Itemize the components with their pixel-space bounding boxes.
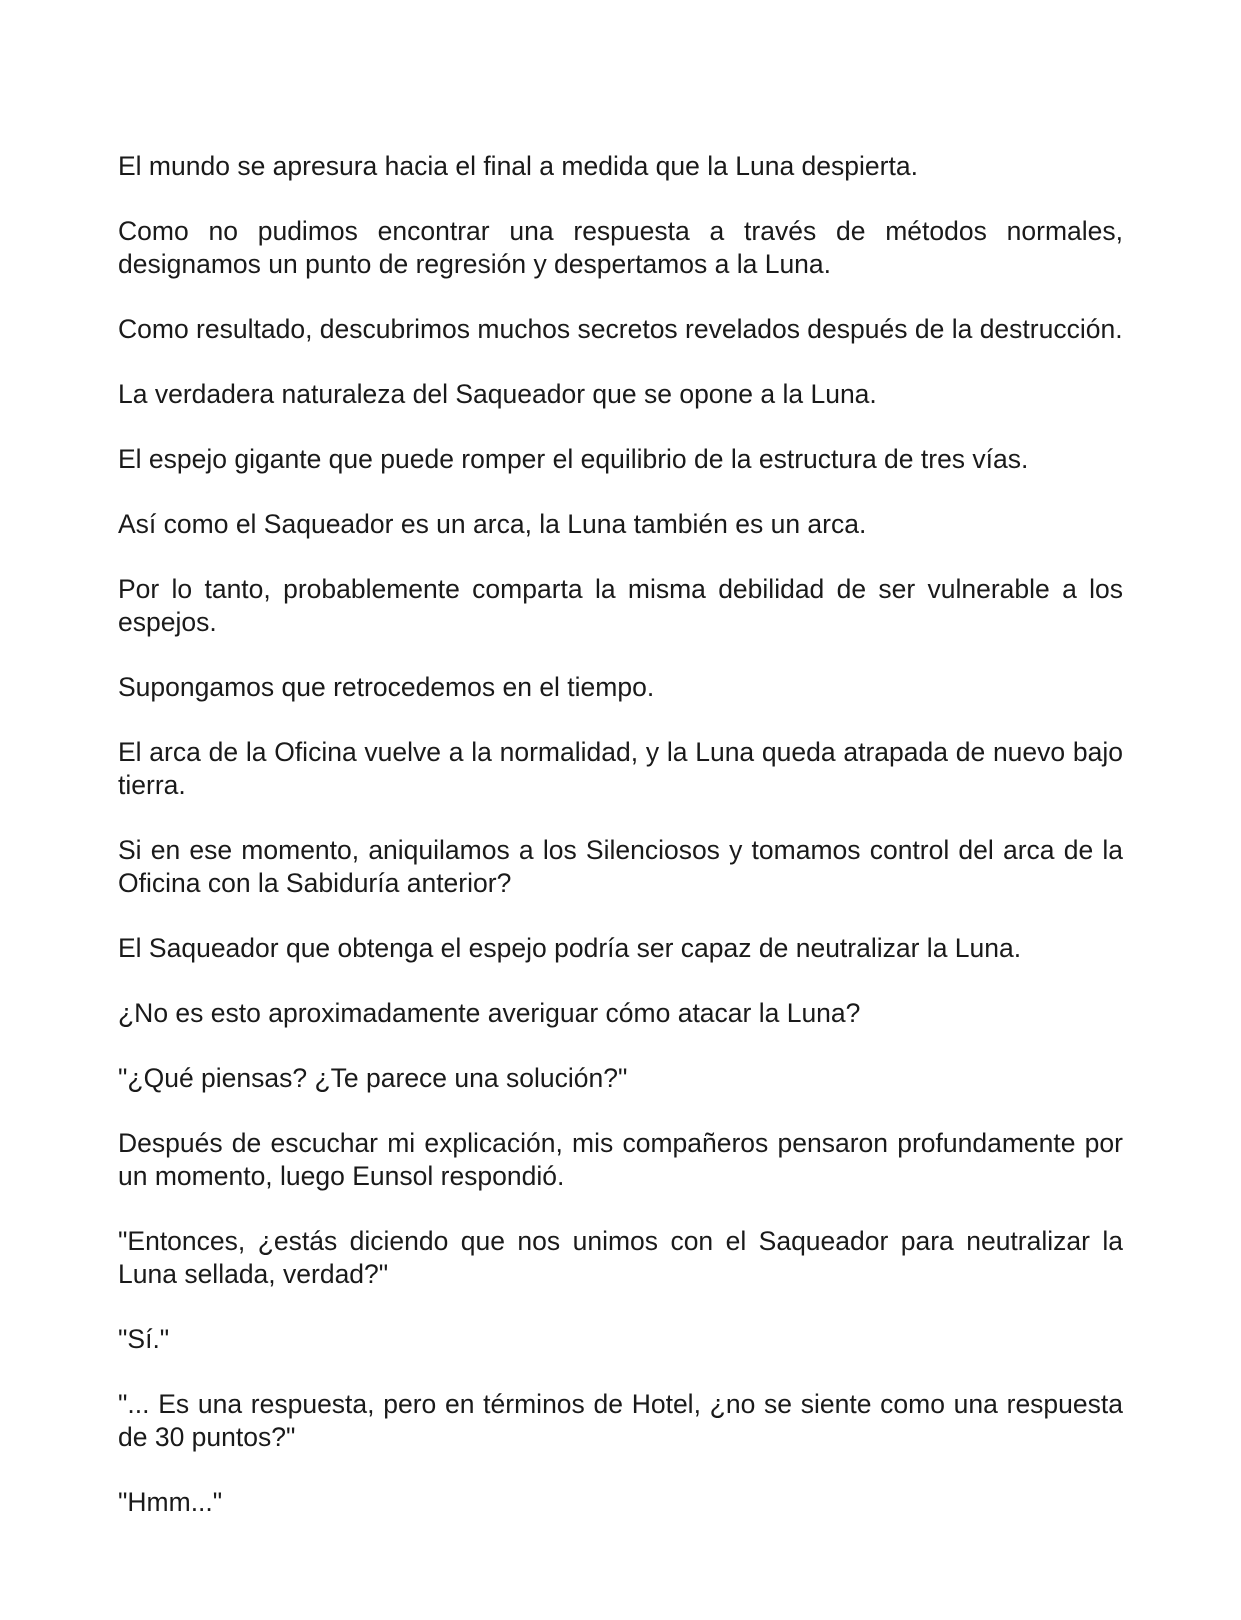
paragraph: "¿Qué piensas? ¿Te parece una solución?" xyxy=(118,1063,628,1093)
paragraph: El espejo gigante que puede romper el equilibrio de la estructura de tres vías. xyxy=(118,444,1029,474)
paragraph: Después de escuchar mi explicación, mis compañeros pensaron profundamente por un momento, luego Eunsol respondió. xyxy=(118,1128,1123,1191)
paragraph: Supongamos que retrocedemos en el tiempo. xyxy=(118,672,655,702)
paragraph: "Entonces, ¿estás diciendo que nos unimos con el Saqueador para neutralizar la Luna sellada, verdad?" xyxy=(118,1226,1123,1289)
paragraph: Si en ese momento, aniquilamos a los Silenciosos y tomamos control del arca de la Oficina con la Sabiduría anterior? xyxy=(118,835,1123,898)
paragraph: Como no pudimos encontrar una respuesta a través de métodos normales, designamos un punto de regresión y despertamos a la Luna. xyxy=(118,216,1123,279)
paragraph: El arca de la Oficina vuelve a la normalidad, y la Luna queda atrapada de nuevo bajo tierra. xyxy=(118,737,1123,800)
paragraph: "... Es una respuesta, pero en términos de Hotel, ¿no se siente como una respuesta de 30 puntos?" xyxy=(118,1389,1123,1452)
paragraph: ¿No es esto aproximadamente averiguar cómo atacar la Luna? xyxy=(118,998,861,1028)
paragraph: Como resultado, descubrimos muchos secretos revelados después de la destrucción. xyxy=(118,314,1123,344)
paragraph: "Sí." xyxy=(118,1324,170,1354)
paragraph: Así como el Saqueador es un arca, la Luna también es un arca. xyxy=(118,509,867,539)
paragraph: Por lo tanto, probablemente comparta la misma debilidad de ser vulnerable a los espejos. xyxy=(118,574,1123,637)
paragraph: El mundo se apresura hacia el final a medida que la Luna despierta. xyxy=(118,151,918,181)
document-body xyxy=(118,150,1123,1551)
paragraph: El Saqueador que obtenga el espejo podría ser capaz de neutralizar la Luna. xyxy=(118,933,1022,963)
paragraph: La verdadera naturaleza del Saqueador que se opone a la Luna. xyxy=(118,379,877,409)
paragraph: "Hmm..." xyxy=(118,1487,223,1517)
